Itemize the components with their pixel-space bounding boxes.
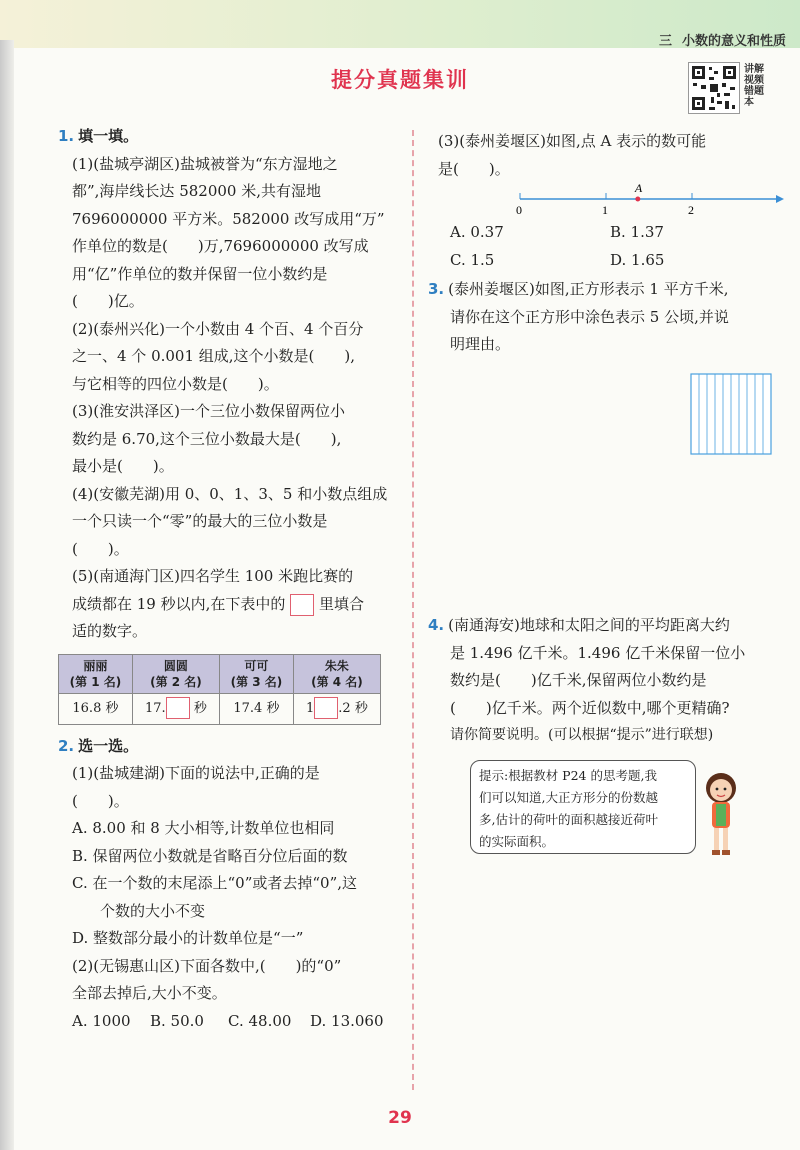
hint-box [470, 760, 696, 854]
chapter-title: 小数的意义和性质 [681, 34, 786, 49]
tick-label: 1 [602, 203, 608, 217]
hint-line: 提示:根据教材 P24 的思考题,我 [479, 768, 657, 783]
q4 [428, 612, 778, 750]
chapter-number: 三 [658, 34, 672, 49]
q2-title: 选一选。 [78, 736, 139, 755]
table-cell [293, 693, 380, 724]
text-line: (5)(南通海门区)四名学生 100 米跑比赛的 [72, 567, 354, 585]
text-line: 是 1.496 亿千米。1.496 亿千米保留一位小 [450, 643, 746, 662]
student-rank: (第 2 名) [150, 674, 202, 689]
hint-line: 多,估计的荷叶的面积越接近荷叶 [479, 812, 658, 827]
tick-label: 0 [516, 203, 522, 217]
table-cell [132, 693, 219, 724]
text-line: (2)(无锡惠山区)下面各数中,( )的“0” [72, 956, 342, 975]
column-divider [412, 130, 414, 1090]
q1-part6 [438, 128, 783, 183]
student-name: 圆圆 [163, 658, 188, 673]
q2-part1 [58, 760, 403, 953]
text-line: (泰州姜堰区)如图,正方形表示 1 平方千米, [448, 280, 729, 298]
option-c: C. 1.5 [450, 250, 495, 269]
text-span: 成绩都在 19 秒以内,在下表中的 [72, 594, 286, 613]
text-line: ( )亿千米。两个近似数中,哪个更精确? [450, 698, 730, 717]
option-c-continued: 个数的大小不变 [100, 901, 206, 920]
text-line: 用“亿”作单位的数并保留一位小数约是 [72, 264, 328, 283]
option-c: C. 48.00 [228, 1011, 292, 1030]
text-line: (3)(泰州姜堰区)如图,点 A 表示的数可能 [438, 132, 707, 150]
qr-code-icon[interactable] [688, 62, 740, 114]
scores-table [58, 654, 381, 725]
table-header [132, 654, 219, 693]
q3 [428, 276, 783, 359]
q1-part6-options [438, 219, 783, 274]
table-row [59, 693, 381, 724]
option-b: B. 保留两位小数就是省略百分位后面的数 [72, 846, 348, 865]
table-cell: 16.8 秒 [59, 693, 133, 724]
table-header [293, 654, 380, 693]
q1-number: 1. [58, 127, 75, 145]
text-line: (1)(盐城建湖)下面的说法中,正确的是 [72, 764, 320, 782]
text-line [72, 591, 403, 619]
q4-number: 4. [428, 616, 445, 634]
answer-box[interactable] [314, 697, 338, 719]
page-edge [0, 40, 14, 1150]
text-line: 最小是( )。 [72, 457, 174, 475]
text-line: (南通海安)地球和太阳之间的平均距离大约 [448, 616, 730, 634]
option-a: A. 1000 [72, 1011, 131, 1030]
chapter-header [659, 30, 786, 49]
q1-title: 填一填。 [78, 127, 139, 145]
arrow-icon [776, 195, 784, 203]
student-rank: (第 1 名) [69, 674, 122, 689]
text-line: 请你在这个正方形中涂色表示 5 公顷,并说 [450, 307, 729, 326]
text-line: (1)(盐城亭湖区)盐城被誉为“东方湿地之 [72, 154, 338, 173]
hint-line: 的实际面积。 [479, 834, 555, 849]
text-line: (2)(泰州兴化)一个小数由 4 个百、4 个百分 [72, 319, 364, 338]
table-header-row [59, 654, 381, 693]
square-grid[interactable] [690, 373, 772, 455]
text-line: ( )。 [72, 539, 129, 558]
text-line: 全部去掉后,大小不变。 [72, 984, 227, 1002]
q1-part3 [58, 398, 403, 481]
cell-text: 1 [306, 700, 315, 716]
right-column [428, 128, 783, 359]
left-column [58, 123, 403, 1035]
q2-part2 [58, 953, 403, 1036]
option-a: A. 8.00 和 8 大小相等,计数单位也相同 [72, 819, 335, 837]
q1-heading [58, 123, 403, 151]
option-a: A. 0.37 [450, 223, 504, 241]
option-d: D. 1.65 [610, 250, 665, 269]
option-d: D. 13.060 [310, 1011, 384, 1030]
girl-character-icon [700, 768, 742, 860]
options-row [72, 1008, 403, 1036]
text-line: 明理由。 [450, 335, 511, 353]
hint-line: 们可以知道,大正方形分的份数越 [479, 790, 658, 805]
text-line: (3)(淮安洪泽区)一个三位小数保留两位小 [72, 402, 345, 420]
page-number: 29 [388, 1108, 412, 1128]
q1-part2 [58, 316, 403, 399]
text-line: ( )亿。 [72, 292, 144, 310]
option-d: D. 整数部分最小的计数单位是“一” [72, 929, 304, 947]
text-line: 之一、4 个 0.001 组成,这个小数是( ), [72, 347, 356, 365]
option-c: C. 在一个数的末尾添上“0”或者去掉“0”,这 [72, 874, 358, 892]
student-rank: (第 4 名) [311, 674, 363, 689]
number-line [508, 183, 800, 219]
student-name: 可可 [244, 658, 269, 673]
table-header [219, 654, 293, 693]
q2-heading [58, 733, 403, 761]
q1-part1 [58, 151, 403, 316]
option-b: B. 50.0 [150, 1011, 204, 1030]
cell-text: .2 秒 [338, 700, 368, 716]
table-cell: 17.4 秒 [219, 693, 293, 724]
text-span: 里填合 [318, 594, 364, 613]
page-title: 提分真题集训 [331, 68, 469, 92]
text-line: 是( )。 [438, 159, 510, 178]
answer-box[interactable] [166, 697, 190, 719]
point-a-marker [635, 197, 640, 202]
text-line: (4)(安徽芜湖)用 0、0、1、3、5 和小数点组成 [72, 484, 388, 503]
text-line: 都”,海岸线长达 582000 米,共有湿地 [72, 182, 322, 200]
cell-text: 17. [145, 700, 166, 716]
text-line: 数约是( )亿千米,保留两位小数约是 [450, 671, 707, 689]
option-b: B. 1.37 [610, 223, 664, 241]
text-line: 7696000000 平方米。582000 改写成用“万” [72, 209, 385, 228]
text-line: 与它相等的四位小数是( )。 [72, 374, 279, 393]
student-rank: (第 3 名) [230, 674, 283, 689]
point-a-label: A [634, 183, 643, 195]
text-line: 数约是 6.70,这个三位小数最大是( ), [72, 429, 342, 448]
q2-number: 2. [58, 736, 75, 755]
answer-box[interactable] [290, 594, 314, 616]
text-line: 作单位的数是( )万,7696000000 改写成 [72, 237, 369, 255]
q1-part4 [58, 481, 403, 564]
cell-text: 秒 [193, 700, 207, 716]
text-line: ( )。 [72, 791, 129, 810]
qr-label: 讲解视频 错题本 [744, 64, 764, 108]
q1-part5 [58, 563, 403, 646]
q3-number: 3. [428, 280, 445, 298]
student-name: 朱朱 [324, 658, 349, 673]
student-name: 丽丽 [83, 658, 108, 673]
table-header [59, 654, 133, 693]
text-line: 一个只读一个“零”的最大的三位小数是 [72, 512, 328, 530]
text-line: 请你简要说明。(可以根据“提示”进行联想) [450, 727, 714, 743]
tick-label: 2 [688, 203, 694, 217]
text-line: 适的数字。 [72, 622, 148, 640]
